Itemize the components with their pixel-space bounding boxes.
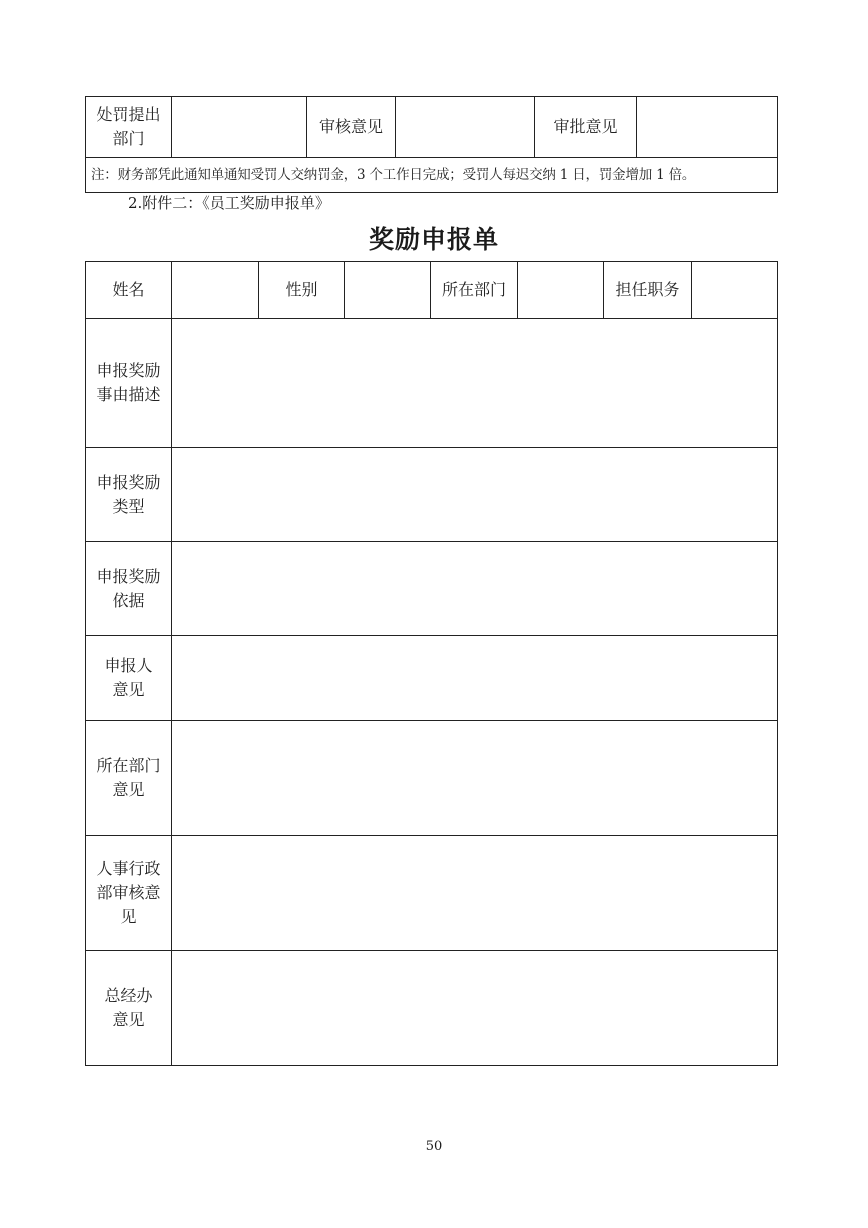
- department-label: 所在部门: [431, 262, 518, 319]
- department-opinion-label: [86, 721, 172, 836]
- department-opinion-field[interactable]: [172, 721, 778, 836]
- reward-type-field[interactable]: [172, 448, 778, 542]
- page-number: 50: [425, 1139, 443, 1154]
- reward-reason-label-line2: 事由描述: [96, 385, 161, 404]
- attachment-heading: 2.附件二：《员工奖励申报单》: [128, 194, 330, 212]
- reward-type-label: [86, 448, 172, 542]
- gm-office-opinion-label: [86, 951, 172, 1066]
- gm-office-opinion-field[interactable]: [172, 951, 778, 1066]
- gm-office-opinion-label-line2: 意见: [112, 1010, 145, 1029]
- penalty-dept-label-line1: 处罚提出: [96, 105, 161, 124]
- reward-type-row: [86, 448, 778, 542]
- gender-field[interactable]: [345, 262, 431, 319]
- reward-reason-row: [86, 319, 778, 448]
- approval-opinion-field[interactable]: [637, 97, 778, 158]
- hr-review-field[interactable]: [172, 836, 778, 951]
- applicant-opinion-field[interactable]: [172, 636, 778, 721]
- reward-reason-label-line1: 申报奖励: [96, 361, 161, 380]
- reward-reason-field[interactable]: [172, 319, 778, 448]
- department-opinion-label-line1: 所在部门: [96, 756, 161, 775]
- reward-reason-label: [86, 319, 172, 448]
- gm-office-opinion-label-line1: 总经办: [104, 986, 153, 1005]
- form-title: 奖励申报单: [368, 225, 499, 254]
- department-opinion-row: [86, 721, 778, 836]
- hr-review-label-line3: 见: [120, 907, 137, 926]
- penalty-dept-label-line2: 部门: [112, 129, 145, 148]
- position-label: 担任职务: [604, 262, 692, 319]
- penalty-note-row: [86, 158, 778, 193]
- penalty-dept-label: [86, 97, 172, 158]
- reward-basis-field[interactable]: [172, 542, 778, 636]
- applicant-opinion-label-line2: 意见: [112, 680, 145, 699]
- department-opinion-label-line2: 意见: [112, 780, 145, 799]
- applicant-opinion-label: [86, 636, 172, 721]
- reward-basis-label-line2: 依据: [112, 590, 145, 610]
- reward-type-label-line2: 类型: [112, 496, 145, 516]
- reward-basis-label: [86, 542, 172, 636]
- review-opinion-field[interactable]: [396, 97, 535, 158]
- penalty-notice-table: [85, 96, 778, 193]
- reward-basis-label-line1: 申报奖励: [96, 566, 161, 586]
- hr-review-label-line1: 人事行政: [96, 859, 161, 878]
- hr-review-row: [86, 836, 778, 951]
- applicant-opinion-row: [86, 636, 778, 721]
- approval-opinion-label: 审批意见: [535, 97, 637, 158]
- gender-label: 性别: [259, 262, 345, 319]
- name-field[interactable]: [172, 262, 259, 319]
- reward-application-table: [85, 261, 778, 1066]
- header-row: [86, 262, 778, 319]
- penalty-table-row: [86, 97, 778, 158]
- penalty-dept-field[interactable]: [172, 97, 307, 158]
- hr-review-label: [86, 836, 172, 951]
- reward-type-label-line1: 申报奖励: [96, 472, 161, 492]
- name-label: 姓名: [86, 262, 172, 319]
- applicant-opinion-label-line1: 申报人: [104, 656, 153, 675]
- reward-basis-row: [86, 542, 778, 636]
- penalty-note: 注：财务部凭此通知单通知受罚人交纳罚金，3 个工作日完成；受罚人每迟交纳 1 日，罚金增加 1 倍。: [86, 158, 778, 193]
- gm-office-opinion-row: [86, 951, 778, 1066]
- review-opinion-label: 审核意见: [307, 97, 396, 158]
- hr-review-label-line2: 部审核意: [96, 883, 161, 902]
- position-field[interactable]: [692, 262, 778, 319]
- department-field[interactable]: [518, 262, 604, 319]
